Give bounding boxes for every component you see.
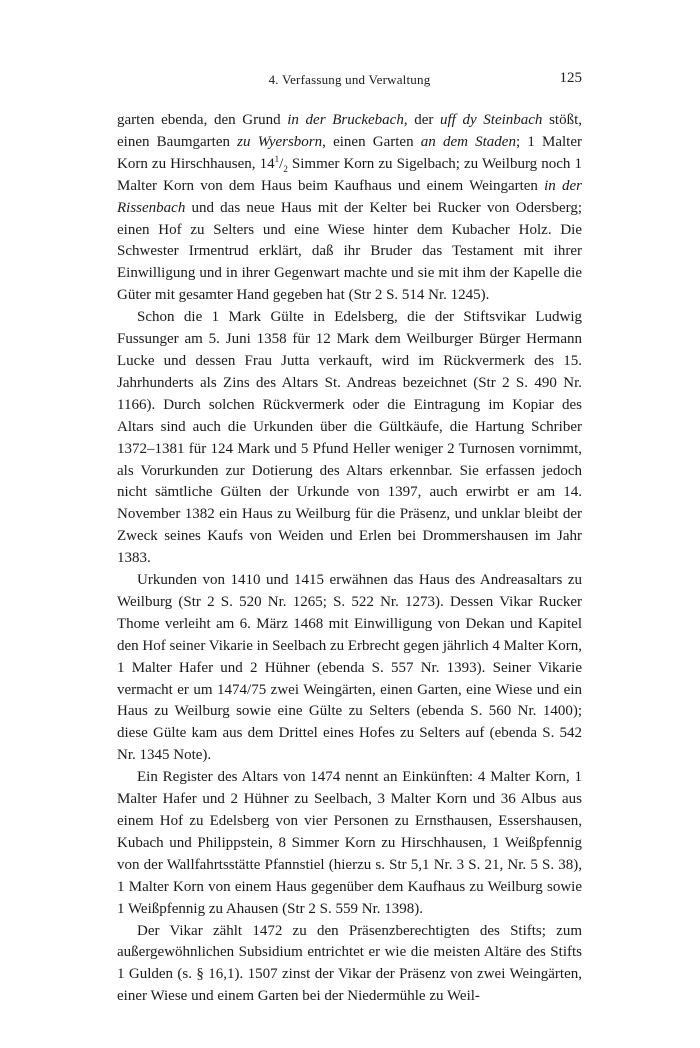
text-segment: , der — [403, 112, 441, 128]
text-segment: und das neue Haus mit der Kelter bei Rucker von Odersberg; einen Hof zu Selters und eine Wiese hinter dem Kubacher Holz. Die Schwester Irmentrud erklärt, daß ihr Bruder das Testament mit ihrer Einwilligung und in ihrer Gegenwart machte und sie mit ihm der Kapelle die Güter mit gesamter Hand gegeben hat (Str 2 S. 514 Nr. 1245). — [117, 199, 582, 304]
text-segment: Urkunden von 1410 und 1415 erwähnen das Haus des Andreasaltars zu Weilburg (Str 2 S. 520 Nr. 1265; S. 522 Nr. 1273). Dessen Vikar Rucker Thome verleiht am 6. März 1468 mit Einwilligung von Dekan und Kapitel den Hof seiner Vikarie in Seelbach zu Erbrecht gegen jährlich 4 Malter Korn, 1 Malter Hafer und 2 Hühner (ebenda S. 557 Nr. 1393). Seiner Vikarie vermacht er um 1474/75 zwei Weingärten, einen Garten, eine Wiese und ein Haus zu Weilburg sowie eine Gülte zu Selters (ebenda S. 560 Nr. 1400); diese Gülte kam aus dem Drittel eines Hofes zu Selters auf (ebenda S. 542 Nr. 1345 Note). — [117, 572, 582, 764]
page-number: 125 — [559, 70, 582, 86]
text-segment: garten ebenda, den Grund — [117, 112, 288, 128]
italic-place-name: in der Bruckebach — [287, 112, 404, 128]
text-segment: stößt, einen Baumgarten — [117, 112, 582, 150]
text-segment: Schon die 1 Mark Gülte in Edelsberg, die der Stiftsvikar Ludwig Fussunger am 5. Juni 1358 für 12 Mark dem Weilburger Bürger Hermann Lucke und dessen Frau Jutta verkauft, wird im Rückvermerk des 15. Jahrhunderts als Zins des Altars St. Andreas bezeichnet (Str 2 S. 490 Nr. 1166). Durch solchen Rückvermerk oder die Eintragung im Kopiar des Altars sind auch die Urkunden über die Gültkäufe, die Hartung Schriber 1372–1381 für 124 Mark und 5 Pfund Heller weniger 2 Turnosen vornimmt, als Vorurkunden zur Dotierung des Altars erkennbar. Sie erfassen jedoch nicht sämtliche Gülten der Urkunde von 1397, auch erwirbt er am 14. November 1382 ein Haus zu Weilburg für die Präsenz, und unklar bleibt der Zweck seines Kaufs von Weiden und Erlen bei Drommershausen im Jahr 1383. — [117, 309, 582, 567]
italic-place-name: in der Rissenbach — [117, 177, 582, 216]
italic-place-name: zu Wyersborn — [237, 133, 323, 150]
text-segment: 2 — [283, 163, 288, 174]
running-head: 4. Verfassung und Verwaltung — [268, 72, 431, 87]
paragraph — [117, 767, 582, 920]
text-segment: Ein Register des Altars von 1474 nennt an Einkünften: 4 Malter Korn, 1 Malter Hafer und 2 Hühner zu Seelbach, 3 Malter Korn und 36 Albus aus einem Hof zu Edelsberg von vier Personen zu Ernsthausen, Essershausen, Kubach und Philippstein, 8 Simmer Korn zu Hirschhausen, 1 Weißpfennig von der Wallfahrtsstätte Pfannstiel (hierzu s. Str 5,1 Nr. 3 S. 21, Nr. 5 S. 38), 1 Malter Korn von einem Haus gegenüber dem Kaufhaus zu Weilburg sowie 1 Weißpfennig zu Ahausen (Str 2 S. 559 Nr. 1398). — [117, 769, 582, 917]
italic-place-name: an dem Staden — [420, 133, 516, 150]
italic-place-name: uff dy Steinbach — [440, 112, 543, 128]
page-header — [117, 70, 582, 90]
body-text — [117, 110, 582, 1008]
paragraph — [117, 921, 582, 1009]
text-segment: , einen Garten — [322, 133, 421, 150]
paragraph — [117, 307, 582, 570]
text-segment: Simmer Korn zu Sigelbach; zu Weilburg noch 1 Malter Korn von dem Haus beim Kaufhaus und einem Weingarten — [117, 155, 582, 194]
text-segment: / — [279, 155, 284, 172]
paragraph — [117, 110, 582, 307]
text-segment: 1 — [274, 153, 280, 164]
text-segment: Der Vikar zählt 1472 zu den Präsenzberechtigten des Stifts; zum außergewöhnlichen Subsidium entrichtet er wie die meisten Altäre des Stifts 1 Gulden (s. § 16,1). 1507 zinst der Vikar der Präsenz von zwei Weingärten, einer Wiese und einem Garten bei der Niedermühle zu Weil- — [117, 922, 582, 1005]
text-segment: ; 1 Malter Korn zu Hirschhausen, 14 — [117, 133, 582, 172]
paragraph — [117, 570, 582, 767]
